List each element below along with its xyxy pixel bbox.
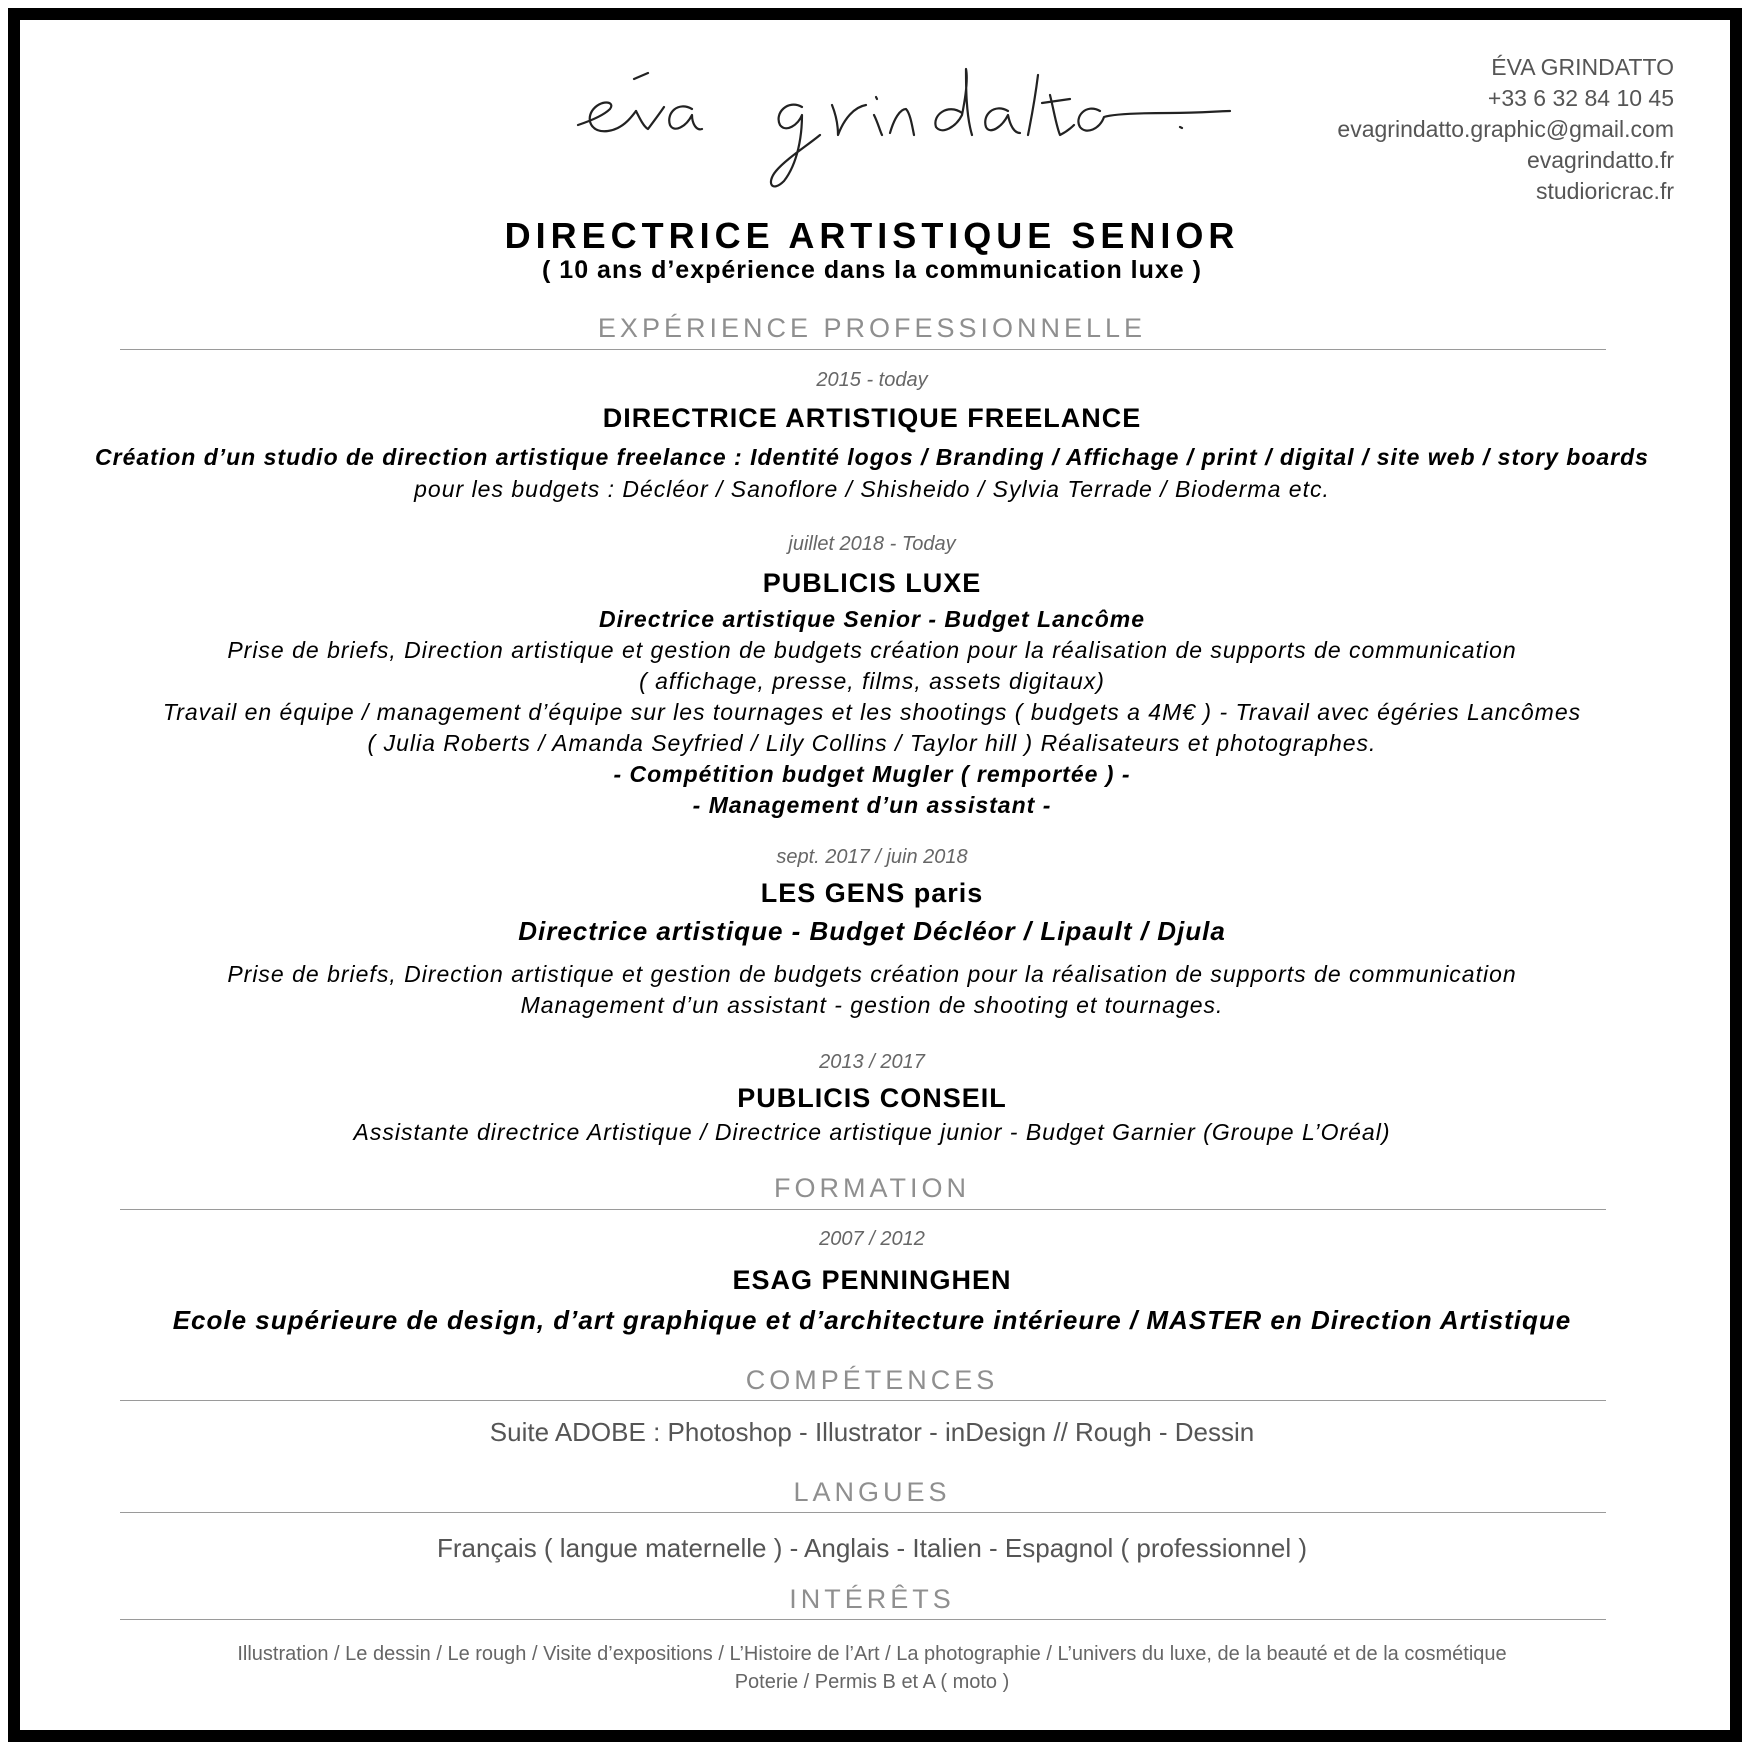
job-description-line: Prise de briefs, Direction artistique et gestion de budgets création pour la réalisation de supports de communication bbox=[227, 637, 1517, 663]
section-heading-interets: INTÉRÊTS bbox=[789, 1584, 955, 1614]
degree-description: Ecole supérieure de design, d’art graphique et d’architecture intérieure / MASTER en Direction Artistique bbox=[172, 1305, 1572, 1335]
job-title: PUBLICIS LUXE bbox=[762, 568, 982, 598]
contact-website[interactable]: evagrindatto.fr bbox=[1526, 147, 1674, 173]
job-description-line: Travail en équipe / management d’équipe sur les tournages et les shootings ( budgets a 4M€ ) - Travail avec égéries Lancômes bbox=[162, 699, 1582, 725]
job-description-line: Création d’un studio de direction artistique freelance : Identité logos / Branding / Affichage / print / digital / site web / story boards bbox=[95, 444, 1649, 470]
contact-studio-website[interactable]: studioricrac.fr bbox=[1535, 178, 1674, 204]
job-description-line: Prise de briefs, Direction artistique et gestion de budgets création pour la réalisation de supports de communication bbox=[227, 961, 1517, 987]
languages-text: Français ( langue maternelle ) - Anglais - Italien - Espagnol ( professionnel ) bbox=[437, 1533, 1307, 1563]
interests-line: Poterie / Permis B et A ( moto ) bbox=[734, 1671, 1010, 1693]
job-role: Directrice artistique Senior - Budget Lancôme bbox=[598, 606, 1145, 632]
job-description-line: Assistante directrice Artistique / Directrice artistique junior - Budget Garnier (Groupe L’Oréal) bbox=[353, 1119, 1391, 1145]
job-description-line: ( affichage, presse, films, assets digitaux) bbox=[639, 668, 1105, 694]
job-description-line: pour les budgets : Décléor / Sanoflore / Shisheido / Sylvia Terrade / Bioderma etc. bbox=[414, 476, 1330, 502]
section-divider bbox=[120, 349, 1606, 350]
section-heading-langues: LANGUES bbox=[793, 1477, 951, 1507]
signature-image bbox=[570, 55, 1260, 205]
job-highlight: - Management d’un assistant - bbox=[692, 792, 1052, 818]
job-date: 2013 / 2017 bbox=[819, 1051, 925, 1073]
job-role: Directrice artistique - Budget Décléor / Lipault / Djula bbox=[518, 916, 1226, 946]
job-date: 2015 - today bbox=[816, 369, 928, 391]
contact-name: ÉVA GRINDATTO bbox=[1491, 54, 1674, 80]
skills-text: Suite ADOBE : Photoshop - Illustrator - inDesign // Rough - Dessin bbox=[489, 1417, 1255, 1447]
job-date: sept. 2017 / juin 2018 bbox=[776, 846, 968, 868]
section-divider bbox=[120, 1209, 1606, 1210]
section-heading-formation: FORMATION bbox=[774, 1173, 970, 1203]
interests-line: Illustration / Le dessin / Le rough / Visite d’expositions / L’Histoire de l’Art / La photographie / L’univers du luxe, de la beauté et de la cosmétique bbox=[237, 1643, 1507, 1665]
contact-phone: +33 6 32 84 10 45 bbox=[1487, 85, 1674, 111]
section-divider bbox=[120, 1512, 1606, 1513]
school-name: ESAG PENNINGHEN bbox=[732, 1265, 1012, 1295]
section-heading-competences: COMPÉTENCES bbox=[745, 1365, 999, 1395]
job-title: DIRECTRICE ARTISTIQUE FREELANCE bbox=[602, 403, 1142, 433]
job-title: LES GENS paris bbox=[760, 878, 984, 908]
section-divider bbox=[120, 1619, 1606, 1620]
job-title: PUBLICIS CONSEIL bbox=[737, 1083, 1007, 1113]
contact-email[interactable]: evagrindatto.graphic@gmail.com bbox=[1337, 116, 1674, 142]
formation-date: 2007 / 2012 bbox=[819, 1228, 925, 1250]
section-divider bbox=[120, 1400, 1606, 1401]
job-highlight: - Compétition budget Mugler ( remportée ) - bbox=[613, 761, 1131, 787]
page-subtitle: ( 10 ans d’expérience dans la communication luxe ) bbox=[542, 256, 1202, 284]
section-heading-experience: EXPÉRIENCE PROFESSIONNELLE bbox=[597, 313, 1147, 343]
page-title: DIRECTRICE ARTISTIQUE SENIOR bbox=[504, 215, 1240, 256]
job-date: juillet 2018 - Today bbox=[788, 533, 956, 555]
job-description-line: ( Julia Roberts / Amanda Seyfried / Lily Collins / Taylor hill ) Réalisateurs et photographes. bbox=[367, 730, 1377, 756]
job-description-line: Management d’un assistant - gestion de shooting et tournages. bbox=[520, 992, 1224, 1018]
